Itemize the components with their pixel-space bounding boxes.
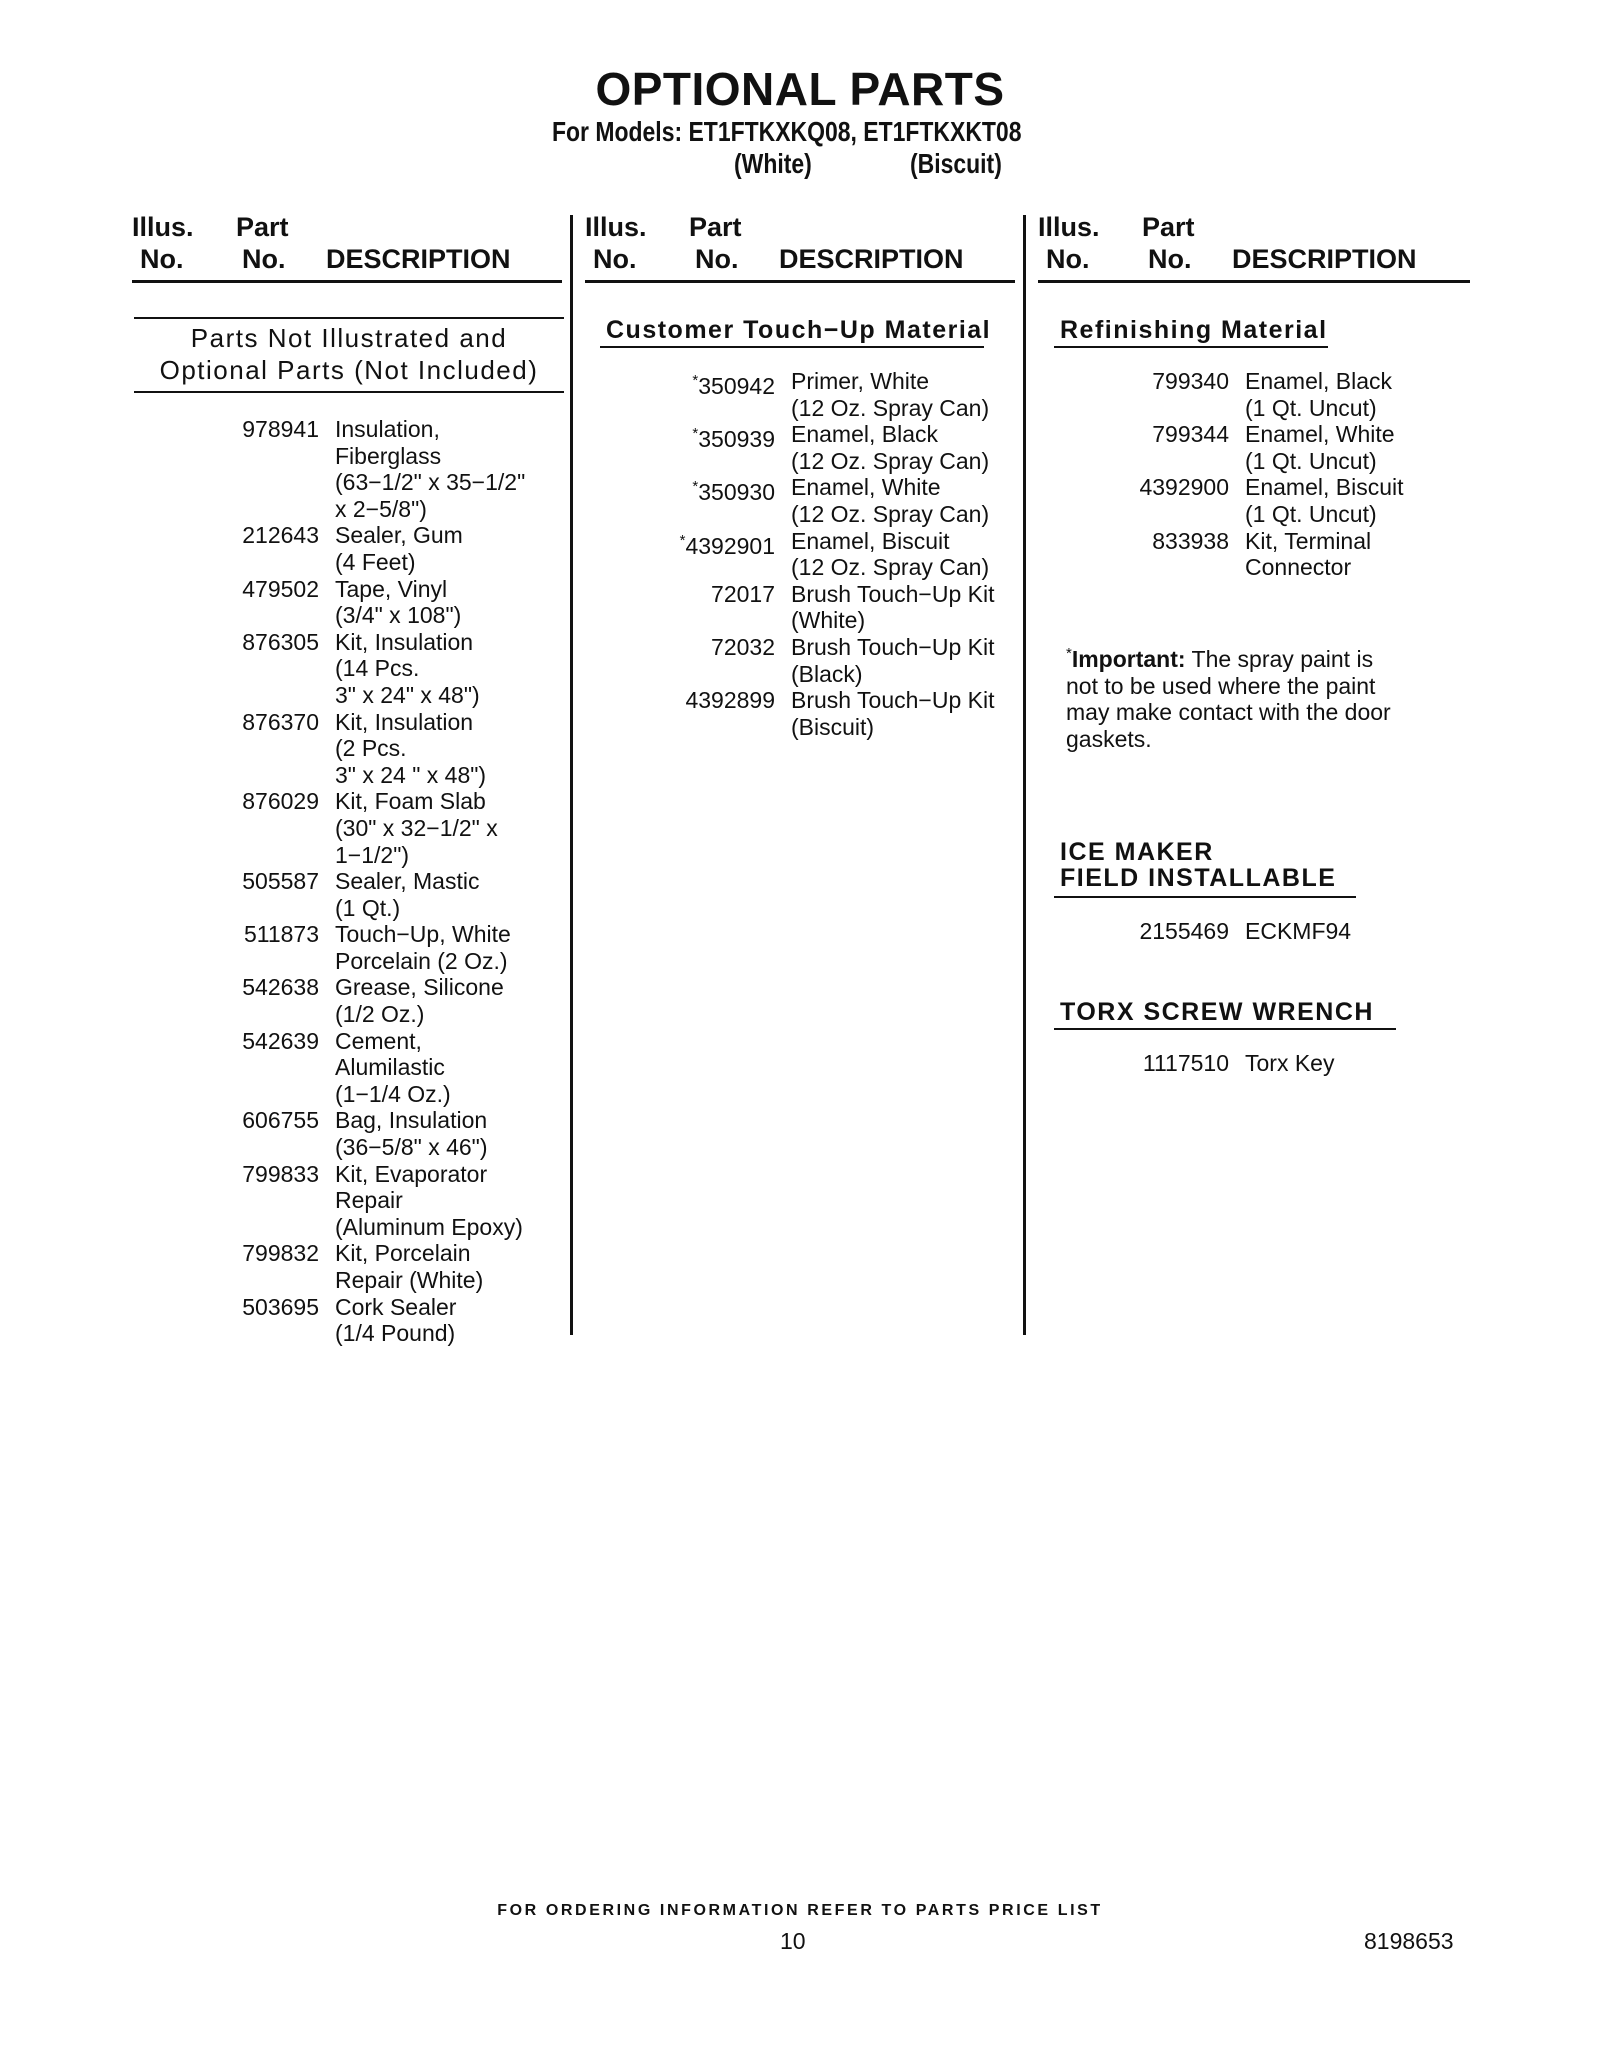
part-no-label: No. [1148,244,1192,274]
section-title-torx: TORX SCREW WRENCH [1060,998,1374,1026]
part-number [590,474,775,527]
part-description: Brush Touch−Up Kit (Black) [791,633,995,687]
part-row [134,522,565,575]
part-number-text: 511873 [243,921,319,948]
part-number-text: 799340 [1152,368,1229,394]
part-number [1044,474,1229,527]
part-description: Kit, Porcelain Repair (White) [335,1240,484,1293]
part-row [590,528,1031,581]
part-number-text: 1117510 [1142,1050,1229,1076]
part-number-text: 503695 [242,1293,319,1320]
part-row [590,581,1031,634]
part-description: Kit, Foam Slab (30" x 32−1/2" x 1−1/2") [335,788,498,868]
part-number-text: 72017 [711,580,775,607]
part-row [134,1161,565,1241]
part-row [134,1028,565,1108]
column-header-3 [1038,210,1470,283]
part-number [134,416,319,522]
part-row [134,576,565,629]
part-description: Brush Touch−Up Kit (Biscuit) [791,687,995,740]
part-label: Part [689,212,742,242]
part-number-text: 876305 [242,628,319,655]
page-title: OPTIONAL PARTS [595,63,1005,115]
part-row [1044,1050,1485,1077]
section-title-refinishing: Refinishing Material [1060,316,1328,344]
part-number-text: 350939 [698,426,775,453]
part-description: Torx Key [1245,1050,1335,1076]
section-rule [1054,1028,1396,1030]
part-number-text: 978941 [242,416,319,442]
part-description: Grease, Silicone (1/2 Oz.) [335,974,504,1028]
part-number [590,421,775,474]
description-label: DESCRIPTION [1232,244,1417,274]
parts-list-refinishing [1044,368,1485,581]
part-row [134,709,565,789]
part-row [1044,368,1485,421]
illus-no-label: No. [593,244,637,274]
part-description: Primer, White (12 Oz. Spray Can) [791,368,990,421]
parts-list-ice-maker [1044,918,1485,945]
part-number [134,974,319,1027]
part-row [590,421,1031,474]
parts-list-torx [1044,1050,1485,1077]
part-number [1044,1050,1229,1077]
variant-biscuit: (Biscuit) [910,148,1002,179]
part-number-text: 4392901 [685,532,775,559]
section-title-not-illustrated: Parts Not Illustrated and Optional Parts (Not Included) [159,323,539,385]
part-number-text: 4392900 [1139,474,1229,501]
part-description: Enamel, Biscuit (1 Qt. Uncut) [1245,474,1404,527]
part-number [1044,528,1229,581]
note-label: Important: [1071,646,1186,672]
asterisk-mark: * [692,425,699,443]
note-text: The spray paint is not to be used where the paint may make contact with the door gaskets. [1066,646,1391,752]
variant-white: (White) [734,148,812,179]
part-row [134,1294,565,1347]
part-number-text: 2155469 [1139,918,1229,944]
section-rule [134,317,564,319]
part-number [1044,421,1229,474]
illus-no-label: No. [140,244,184,274]
part-number [134,1240,319,1293]
part-description: Enamel, Biscuit (12 Oz. Spray Can) [791,527,990,581]
part-description: Tape, Vinyl (3/4" x 108") [335,575,462,629]
part-label: Part [236,212,289,242]
asterisk-mark: * [679,531,686,549]
column-header-1 [132,210,562,283]
part-description: Enamel, Black (1 Qt. Uncut) [1245,368,1393,421]
part-number-text: 876029 [242,788,319,815]
part-number [134,1161,319,1241]
part-no-label: No. [242,244,286,274]
part-number [590,528,775,581]
column-header-2 [585,210,1015,283]
part-number-text: 350942 [698,373,775,399]
part-number [1044,368,1229,421]
part-row [1044,528,1485,581]
part-description: Insulation, Fiberglass (63−1/2" x 35−1/2" x 2−5/8") [335,416,526,522]
part-description: Sealer, Gum (4 Feet) [335,522,463,575]
part-number-text: 350930 [698,479,775,506]
section-title-ice-maker: ICE MAKER FIELD INSTALLABLE [1060,838,1337,892]
section-rule [134,391,564,393]
part-description: Enamel, White (1 Qt. Uncut) [1245,421,1395,474]
part-row [134,1240,565,1293]
page-number: 10 [780,1928,806,1954]
part-number-text: 833938 [1152,527,1229,554]
part-number-text: 4392899 [685,687,775,714]
part-description: Bag, Insulation (36−5/8" x 46") [335,1107,488,1161]
part-number-text: 542639 [242,1027,319,1054]
asterisk-mark: * [692,478,699,496]
part-number [134,921,319,974]
part-description: Kit, Terminal Connector [1245,527,1372,581]
part-description: Sealer, Mastic (1 Qt.) [335,868,480,921]
part-row [134,416,565,522]
part-row [1044,421,1485,474]
section-rule [1054,896,1356,898]
part-row [134,629,565,709]
part-number-text: 542638 [242,974,319,1001]
part-number-text: 606755 [242,1107,319,1134]
part-number-text: 479502 [242,575,319,602]
illus-label: Illus. [585,212,647,242]
models-line: For Models: ET1FTKXKQ08, ET1FTKXKT08 [552,116,1022,147]
part-number-text: 799832 [242,1240,319,1267]
part-number [1044,918,1229,945]
part-row [590,474,1031,527]
illus-label: Illus. [132,212,194,242]
note-asterisk: * [1066,645,1072,662]
part-number [134,709,319,789]
part-number-text: 505587 [242,868,319,895]
part-row [134,868,565,921]
part-row [1044,474,1485,527]
part-row [590,687,1031,740]
part-number [134,868,319,921]
important-note [1066,641,1391,752]
part-description: Cement, Alumilastic (1−1/4 Oz.) [335,1027,451,1107]
part-number [134,1294,319,1347]
part-description: Enamel, White (12 Oz. Spray Can) [791,474,990,527]
part-no-label: No. [695,244,739,274]
part-number [590,581,775,634]
asterisk-mark: * [692,372,699,389]
part-number [590,687,775,740]
description-label: DESCRIPTION [779,244,964,274]
part-description: Touch−Up, White Porcelain (2 Oz.) [335,921,511,974]
part-number [134,788,319,868]
part-description: Brush Touch−Up Kit (White) [791,580,995,634]
ordering-info: FOR ORDERING INFORMATION REFER TO PARTS PRICE LIST [497,1902,1103,1919]
section-rule [1054,346,1328,348]
part-description: Kit, Evaporator Repair (Aluminum Epoxy) [335,1160,523,1240]
part-number-text: 72032 [711,633,775,660]
part-row [1044,918,1485,945]
section-title-touch-up: Customer Touch−Up Material [606,316,992,344]
illus-label: Illus. [1038,212,1100,242]
part-label: Part [1142,212,1195,242]
part-row [590,368,1031,421]
part-description: ECKMF94 [1245,918,1352,944]
part-description: Kit, Insulation (14 Pcs. 3" x 24" x 48") [335,628,480,708]
part-number-text: 799344 [1152,421,1229,448]
part-number [134,629,319,709]
part-number [134,522,319,575]
description-label: DESCRIPTION [326,244,511,274]
part-number [134,1028,319,1108]
part-row [134,1107,565,1160]
part-number-text: 212643 [242,522,319,549]
column-divider [570,215,573,1335]
parts-list-not-illustrated [134,416,565,1347]
part-description: Cork Sealer (1/4 Pound) [335,1293,457,1347]
part-number [590,634,775,687]
part-number-text: 799833 [242,1160,319,1187]
part-description: Kit, Insulation (2 Pcs. 3" x 24 " x 48") [335,708,487,788]
part-row [134,921,565,974]
document-number: 8198653 [1364,1928,1454,1954]
part-description: Enamel, Black (12 Oz. Spray Can) [791,421,990,474]
part-row [134,974,565,1027]
part-number-text: 876370 [242,708,319,735]
part-number [134,576,319,629]
parts-list-touch-up [590,368,1031,740]
section-rule [600,346,984,348]
part-row [590,634,1031,687]
part-number [134,1107,319,1160]
illus-no-label: No. [1046,244,1090,274]
part-number [590,368,775,421]
part-row [134,788,565,868]
